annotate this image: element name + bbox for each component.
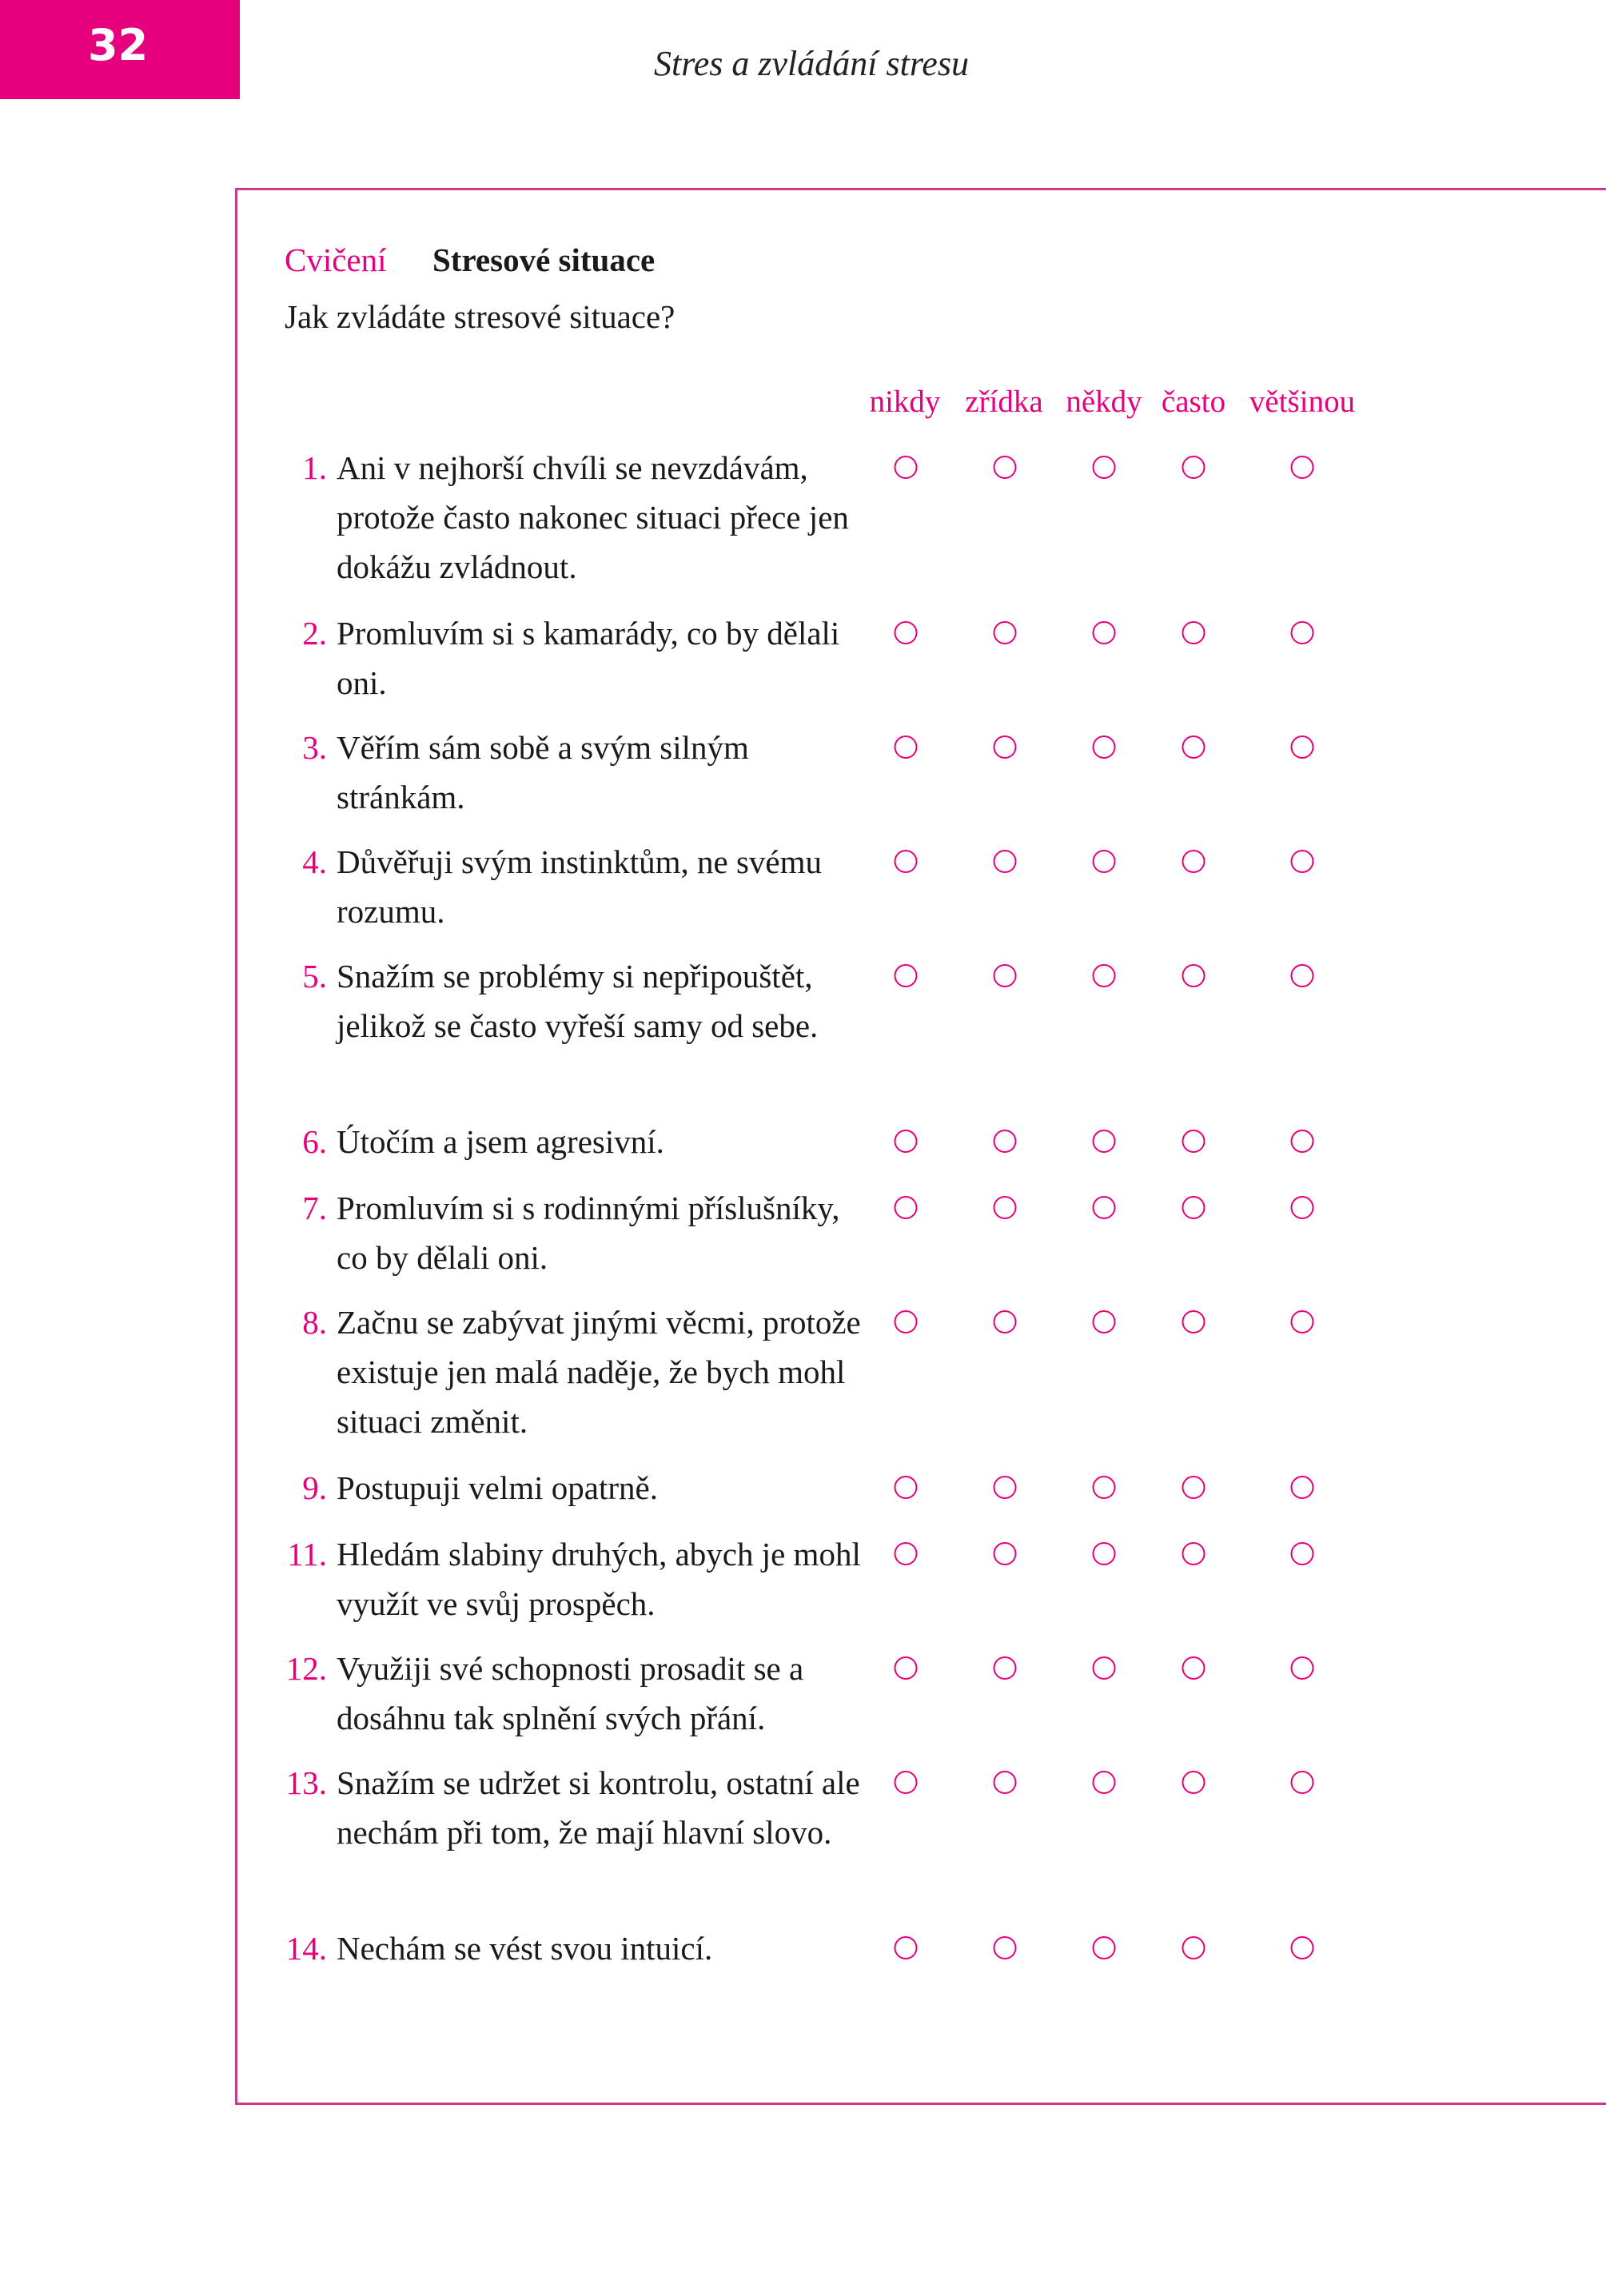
page-number-box: [0, 0, 240, 99]
radio-option-často[interactable]: [1182, 1196, 1205, 1219]
question-text: Věřím sám sobě a svým silným stránkám.: [337, 729, 749, 815]
question-number: 1.: [302, 449, 327, 486]
radio-option-někdy[interactable]: [1093, 964, 1116, 987]
radio-option-zřídka[interactable]: [994, 850, 1017, 873]
question-text: Snažím se problémy si nepřipouštět, jelikož se často vyřeší samy od sebe.: [337, 958, 819, 1044]
radio-option-nikdy[interactable]: [895, 1656, 918, 1680]
radio-option-nikdy[interactable]: [895, 1936, 918, 1959]
question-number: 4.: [302, 843, 327, 880]
radio-option-zřídka[interactable]: [994, 1196, 1017, 1219]
question-number: 6.: [302, 1123, 327, 1160]
exercise-label: [285, 241, 387, 278]
question-number: 8.: [302, 1304, 327, 1341]
question-text: Postupuji velmi opatrně.: [337, 1469, 658, 1506]
radio-option-zřídka[interactable]: [994, 1310, 1017, 1333]
radio-option-zřídka[interactable]: [994, 964, 1017, 987]
radio-option-většinou[interactable]: [1291, 1476, 1314, 1499]
radio-option-někdy[interactable]: [1093, 850, 1116, 873]
radio-option-často[interactable]: [1182, 1476, 1205, 1499]
question-number: 12.: [285, 1650, 327, 1687]
scale-header-vetsinou: většinou: [1249, 385, 1356, 419]
radio-option-často[interactable]: [1182, 621, 1205, 644]
radio-option-někdy[interactable]: [1093, 1936, 1116, 1959]
radio-option-nikdy[interactable]: [895, 1771, 918, 1794]
radio-option-někdy[interactable]: [1093, 1476, 1116, 1499]
radio-option-někdy[interactable]: [1093, 1310, 1116, 1333]
exercise-subtitle: Jak zvládáte stresové situace?: [285, 298, 675, 335]
radio-option-většinou[interactable]: [1291, 850, 1314, 873]
question-text: Promluvím si s rodinnými příslušníky, co by dělali oni.: [337, 1190, 840, 1276]
radio-option-zřídka[interactable]: [994, 1476, 1017, 1499]
radio-option-zřídka[interactable]: [994, 1130, 1017, 1153]
radio-option-většinou[interactable]: [1291, 1130, 1314, 1153]
radio-option-často[interactable]: [1182, 850, 1205, 873]
question-text: Využiji své schopnosti prosadit se a dosáhnu tak splnění svých přání.: [337, 1650, 804, 1736]
radio-option-většinou[interactable]: [1291, 1936, 1314, 1959]
radio-option-nikdy[interactable]: [895, 1310, 918, 1333]
radio-option-většinou[interactable]: [1291, 456, 1314, 479]
radio-option-nikdy[interactable]: [895, 1476, 918, 1499]
radio-option-někdy[interactable]: [1093, 1130, 1116, 1153]
radio-option-nikdy[interactable]: [895, 621, 918, 644]
radio-option-někdy[interactable]: [1093, 621, 1116, 644]
exercise-title: Stresové situace: [432, 241, 656, 278]
radio-option-nikdy[interactable]: [895, 1542, 918, 1565]
radio-option-někdy[interactable]: [1093, 1771, 1116, 1794]
radio-option-zřídka[interactable]: [994, 1771, 1017, 1794]
radio-option-nikdy[interactable]: [895, 456, 918, 479]
radio-option-zřídka[interactable]: [994, 1542, 1017, 1565]
radio-option-zřídka[interactable]: [994, 735, 1017, 759]
radio-option-většinou[interactable]: [1291, 621, 1314, 644]
radio-option-často[interactable]: [1182, 1542, 1205, 1565]
radio-option-často[interactable]: [1182, 1936, 1205, 1959]
question-text: Nechám se vést svou intuicí.: [337, 1930, 713, 1967]
radio-option-zřídka[interactable]: [994, 1656, 1017, 1680]
radio-option-většinou[interactable]: [1291, 964, 1314, 987]
radio-option-někdy[interactable]: [1093, 735, 1116, 759]
radio-option-nikdy[interactable]: [895, 1196, 918, 1219]
radio-option-zřídka[interactable]: [994, 456, 1017, 479]
radio-option-nikdy[interactable]: [895, 964, 918, 987]
exercise-label-text: Cvičení: [285, 241, 387, 278]
radio-option-nikdy[interactable]: [895, 850, 918, 873]
radio-option-často[interactable]: [1182, 456, 1205, 479]
question-number: 5.: [302, 958, 327, 995]
scale-header-nekdy: někdy: [1066, 385, 1142, 419]
scale-header-casto: často: [1161, 385, 1226, 419]
radio-option-většinou[interactable]: [1291, 1310, 1314, 1333]
radio-option-často[interactable]: [1182, 735, 1205, 759]
question-number: 13.: [285, 1764, 327, 1801]
radio-option-většinou[interactable]: [1291, 1771, 1314, 1794]
radio-option-většinou[interactable]: [1291, 1196, 1314, 1219]
radio-option-někdy[interactable]: [1093, 1656, 1116, 1680]
scale-header-nikdy: nikdy: [869, 385, 941, 419]
radio-option-většinou[interactable]: [1291, 1542, 1314, 1565]
radio-option-někdy[interactable]: [1093, 456, 1116, 479]
radio-option-někdy[interactable]: [1093, 1542, 1116, 1565]
radio-option-většinou[interactable]: [1291, 735, 1314, 759]
radio-option-často[interactable]: [1182, 1130, 1205, 1153]
running-title: Stres a zvládání stresu: [654, 44, 969, 83]
radio-option-často[interactable]: [1182, 1771, 1205, 1794]
question-number: 9.: [302, 1469, 327, 1506]
radio-option-většinou[interactable]: [1291, 1656, 1314, 1680]
radio-option-nikdy[interactable]: [895, 1130, 918, 1153]
question-text: Ani v nejhorší chvíli se nevzdávám, protože často nakonec situaci přece jen dokážu zvládnout.: [337, 449, 849, 585]
page-number: 32: [88, 20, 149, 70]
question-number: 14.: [285, 1930, 327, 1967]
question-text: Promluvím si s kamarády, co by dělali oni.: [337, 615, 840, 701]
radio-option-někdy[interactable]: [1093, 1196, 1116, 1219]
radio-option-často[interactable]: [1182, 1656, 1205, 1680]
question-number: 11.: [287, 1536, 327, 1573]
question-text: Hledám slabiny druhých, abych je mohl využít ve svůj prospěch.: [337, 1536, 861, 1622]
radio-option-často[interactable]: [1182, 964, 1205, 987]
radio-option-často[interactable]: [1182, 1310, 1205, 1333]
question-text: Důvěřuji svým instinktům, ne svému rozumu.: [337, 843, 822, 930]
scale-header-zridka: zřídka: [965, 385, 1043, 419]
question-number: 7.: [302, 1190, 327, 1226]
question-text: Útočím a jsem agresivní.: [337, 1123, 664, 1160]
radio-option-zřídka[interactable]: [994, 1936, 1017, 1959]
question-text: Snažím se udržet si kontrolu, ostatní ale nechám při tom, že mají hlavní slovo.: [337, 1764, 860, 1851]
question-number: 3.: [302, 729, 327, 766]
question-text: Začnu se zabývat jinými věcmi, protože existuje jen malá naděje, že bych mohl situaci změnit.: [337, 1304, 861, 1440]
radio-option-nikdy[interactable]: [895, 735, 918, 759]
question-number: 2.: [302, 615, 327, 652]
radio-option-zřídka[interactable]: [994, 621, 1017, 644]
